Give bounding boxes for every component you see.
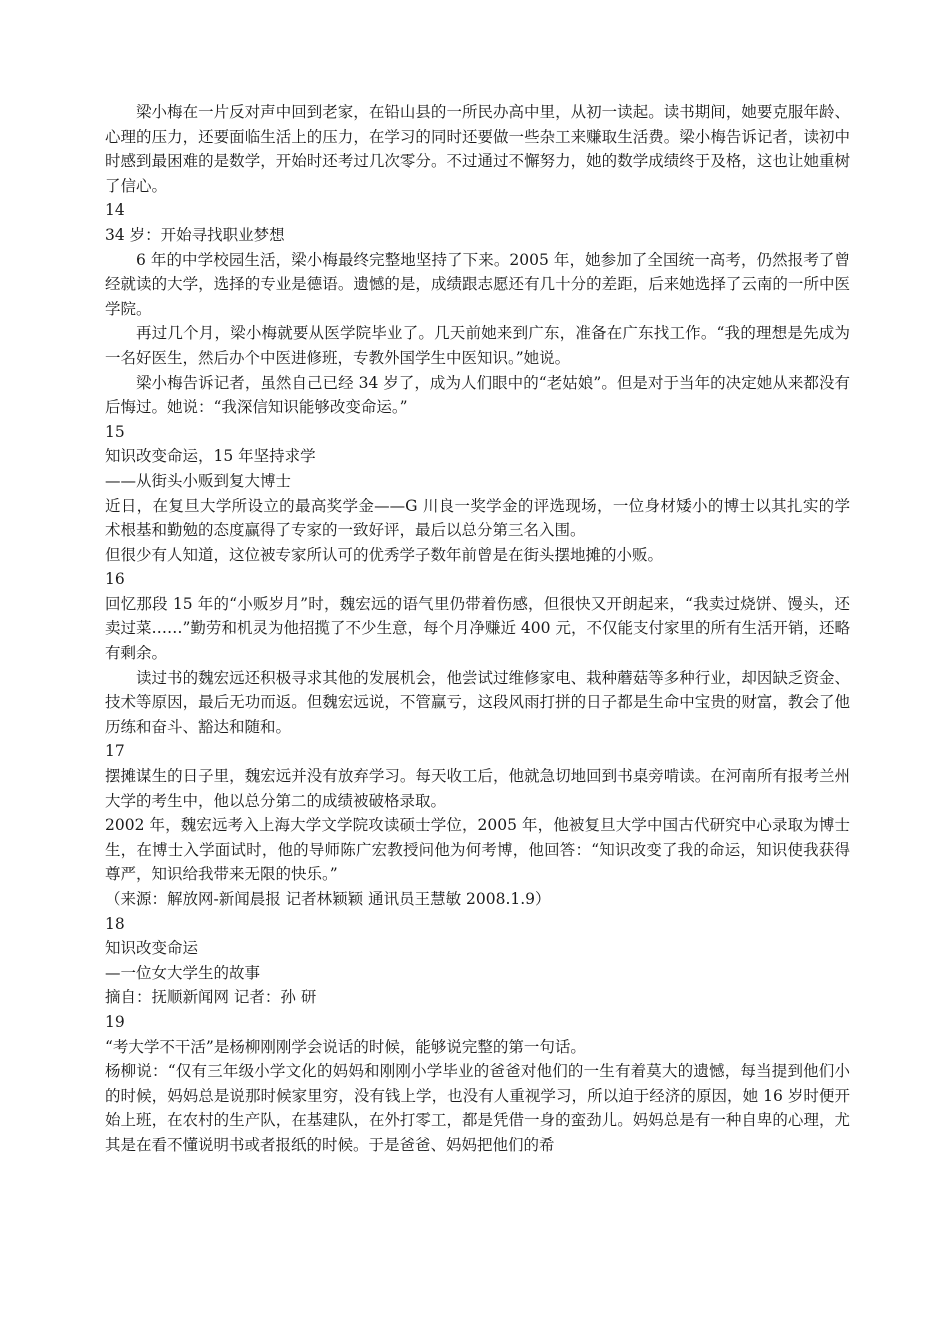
subtitle: —一位女大学生的故事 bbox=[105, 963, 261, 982]
paragraph: 2002 年，魏宏远考入上海大学文学院攻读硕士学位，2005 年，他被复旦大学中国古代研究中心录取为博士生，在博士入学面试时，他的导师陈广宏教授问他为何考博，他回答：“知识改变了我的命运，知识使我获得尊严，知识给我带来无限的快乐。” bbox=[105, 816, 850, 884]
section-number: 14 bbox=[105, 201, 125, 220]
paragraph: 回忆那段 15 年的“小贩岁月”时，魏宏远的语气里仍带着伤感，但很快又开朗起来，“我卖过烧饼、馒头，还卖过菜……”勤劳和机灵为他招揽了不少生意，每个月净赚近 400 元，不仅能支付家里的所有生活开销，还略有剩余。 bbox=[105, 594, 850, 663]
paragraph: 但很少有人知道，这位被专家所认可的优秀学子数年前曾是在街头摆地摊的小贩。 bbox=[105, 545, 664, 564]
paragraph: 知识改变命运 bbox=[105, 939, 199, 958]
paragraph: 摘自：抚顺新闻网 记者：孙 研 bbox=[105, 988, 317, 1007]
paragraph: 摆摊谋生的日子里，魏宏远并没有放弃学习。每天收工后，他就急切地回到书桌旁啃读。在河南所有报考兰州大学的考生中，他以总分第二的成绩被破格录取。 bbox=[105, 767, 850, 810]
paragraph: 梁小梅告诉记者，虽然自己已经 34 岁了，成为人们眼中的“老姑娘”。但是对于当年的决定她从来都没有后悔过。她说：“我深信知识能够改变命运。” bbox=[105, 373, 850, 417]
paragraph: （来源：解放网-新闻晨报 记者林颖颖 通讯员王慧敏 2008.1.9） bbox=[105, 890, 551, 908]
paragraph: 近日，在复旦大学所设立的最高奖学金——G 川良一奖学金的评选现场，一位身材矮小的博士以其扎实的学术根基和勤勉的态度赢得了专家的一致好评，最后以总分第三名入围。 bbox=[105, 496, 850, 540]
paragraph: 6 年的中学校园生活，梁小梅最终完整地坚持了下来。2005 年，她参加了全国统一高考，仍然报考了曾经就读的大学，选择的专业是德语。遗憾的是，成绩跟志愿还有几十分的差距，后来她选择了云南的一所中医学院。 bbox=[105, 250, 850, 318]
paragraph: 杨柳说：“仅有三年级小学文化的妈妈和刚刚小学毕业的爸爸对他们的一生有着莫大的遗憾，每当提到他们小的时候，妈妈总是说那时候家里穷，没有钱上学，也没有人重视学习，所以迫于经济的原因，她 16 岁时便开始上班，在农村的生产队，在基建队，在外打零工，都是凭借一身的蛮劲儿。妈妈总是有一种自卑的心理，尤其是在看不懂说明书或者报纸的时候。于是爸爸、妈妈把他们的希 bbox=[105, 1062, 850, 1154]
section-number: 19 bbox=[105, 1012, 125, 1031]
section-number: 16 bbox=[105, 570, 125, 589]
section-number: 17 bbox=[105, 742, 125, 761]
paragraph: 再过几个月，梁小梅就要从医学院毕业了。几天前她来到广东，准备在广东找工作。“我的理想是先成为一名好医生，然后办个中医进修班，专教外国学生中医知识。”她说。 bbox=[105, 324, 850, 367]
subtitle: ——从街头小贩到复大博士 bbox=[105, 471, 292, 490]
document-body bbox=[105, 100, 850, 1158]
paragraph: “考大学不干活”是杨柳刚刚学会说话的时候，能够说完整的第一句话。 bbox=[105, 1037, 586, 1056]
paragraph: 知识改变命运，15 年坚持求学 bbox=[105, 447, 316, 466]
paragraph: 34 岁：开始寻找职业梦想 bbox=[105, 225, 285, 244]
paragraph: 梁小梅在一片反对声中回到老家，在铅山县的一所民办高中里，从初一读起。读书期间，她要克服年龄、心理的压力，还要面临生活上的压力，在学习的同时还要做一些杂工来赚取生活费。梁小梅告诉记者，读初中时感到最困难的是数学，开始时还考过几次零分。不过通过不懈努力，她的数学成绩终于及格，这也让她重树了信心。 bbox=[105, 103, 850, 195]
paragraph: 读过书的魏宏远还积极寻求其他的发展机会，他尝试过维修家电、栽种蘑菇等多种行业，却因缺乏资金、技术等原因，最后无功而返。但魏宏远说，不管赢亏，这段风雨打拼的日子都是生命中宝贵的财富，教会了他历练和奋斗、豁达和随和。 bbox=[105, 668, 850, 736]
section-number: 18 bbox=[105, 914, 125, 933]
section-number: 15 bbox=[105, 422, 125, 441]
